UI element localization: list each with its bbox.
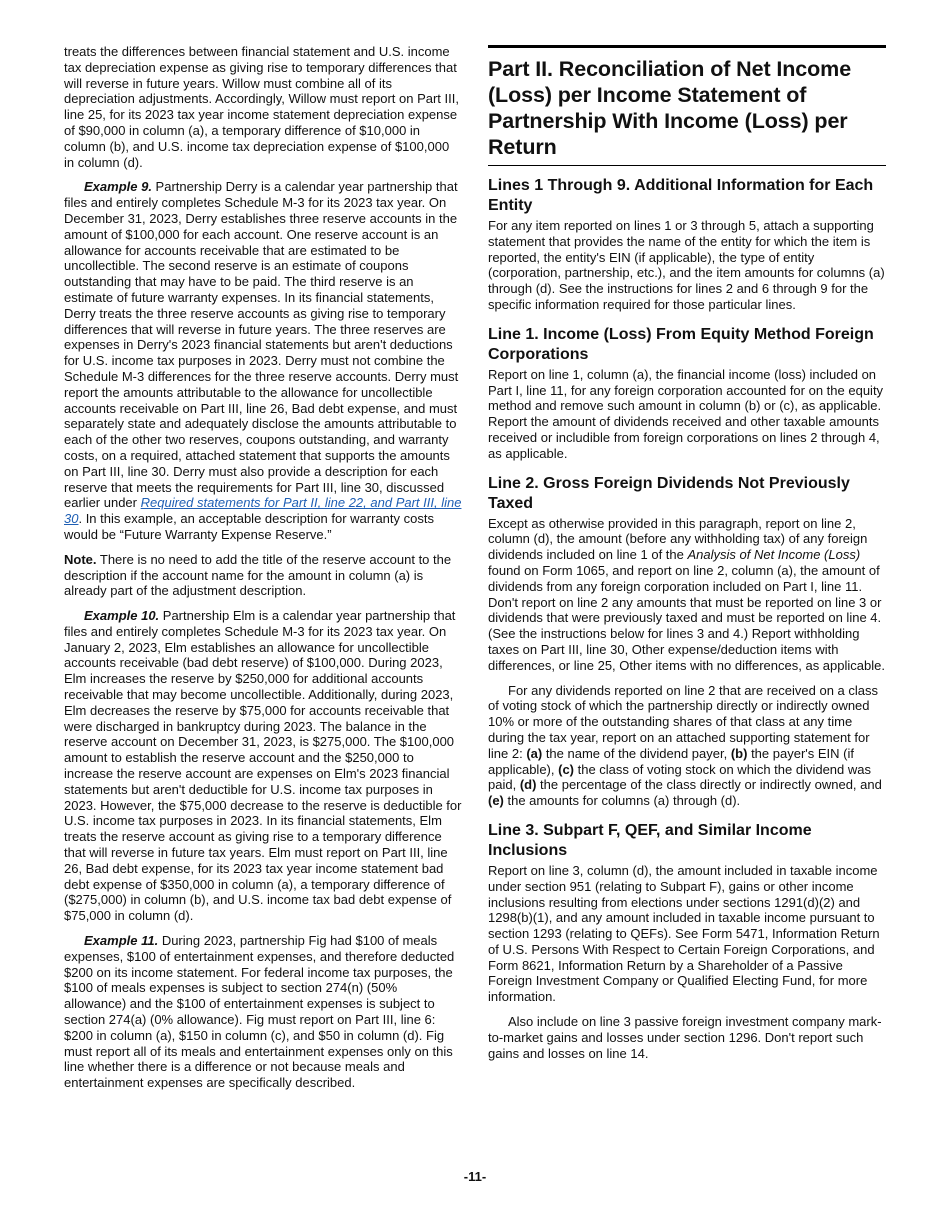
text-run: the class of voting stock on which the dividend was paid, — [488, 761, 871, 793]
text-run: . In this example, an acceptable description for warranty costs would be “Future Warranty Expense Reserve.” — [64, 511, 434, 542]
line-1-paragraph — [488, 367, 886, 462]
run-label: (e) — [488, 793, 504, 809]
text-run: Also include on line 3 passive foreign investment company mark-to-market gains and losses under section 1296. Don't report such gains and losses on line 14. — [488, 1014, 882, 1061]
line-2-paragraph-1 — [488, 516, 886, 674]
line-3-heading: Line 3. Subpart F, QEF, and Similar Income Inclusions — [488, 821, 812, 859]
run-label: (c) — [558, 761, 574, 777]
text-run: For any item reported on lines 1 or 3 through 5, attach a supporting statement that provides the name of the entity for which the item is reported, the entity's EIN (if applicable), the type of entity (corporation, partnership, etc.), and the item amounts for columns (a) through (d). See the instructions for lines 2 and 6 through 9 for the specific information required for those particular lines. — [488, 218, 885, 312]
required-statements-link[interactable]: Required statements for Part II, line 22, and Part III, line 30 — [64, 495, 462, 527]
text-run: the amounts for columns (a) through (d). — [503, 793, 741, 809]
text-run: the name of the dividend payer, — [542, 745, 731, 761]
text-run: Report on line 1, column (a), the financial income (loss) included on Part I, line 11, for any foreign corporation accounted for on the equity method and remove such amount in column (b) or (c), as applicable. Report the amount of dividends received and other taxable amounts received or includible from foreign corporations on lines 2 through 4, as applicable. — [488, 366, 884, 461]
text-run: For any dividends reported on line 2 that are received on a class of voting stock of which the partnership directly or indirectly owned 10% or more of the outstanding shares of that class at any time during the tax year, report on an attached supporting statement for line 2: — [488, 682, 878, 761]
run-label: Example 10. — [84, 608, 160, 624]
note — [64, 552, 462, 599]
text-run: During 2023, partnership Fig had $100 of meals expenses, $100 of entertainment expenses, and therefore deducted $200 on its income statement. For federal income tax purposes, the $100 of meals expenses is subject to section 274(n) (50% allowance) and the $100 of entertainment expenses is subject to section 274(a) (0% allowance). Fig must report on Part III, line 6: $200 in column (a), $150 in column (c), and $50 in column (d). Fig must report all of its meals and entertainment expenses only on this line whether there is a difference or not because meals and entertainment expenses are specifically described. — [64, 933, 455, 1091]
run-label: (b) — [730, 745, 748, 761]
lines-1-9-paragraph — [488, 218, 886, 313]
page-number: -11- — [463, 1169, 487, 1184]
run-label: Example 11. — [84, 933, 159, 949]
text-run: There is no need to add the title of the reserve account to the description if the account name for the amount in column (a) is already part of the adjustment description. — [64, 551, 452, 599]
text-run: Report on line 3, column (d), the amount included in taxable income under section 951 (relating to Subpart F), gains or other income inclusions resulting from elections under sections 1291(d)(2) and 1298(b)(1), and any amount included in taxable income pursuant to section 1293 (relating to QEFs). See Form 5471, Information Return of U.S. Persons With Respect to Certain Foreign Corporations, and Form 8621, Information Return by a Shareholder of a Passive Foreign Investment Company or Qualified Electing Fund, for more information. — [488, 862, 880, 1005]
run-label: (d) — [519, 777, 537, 793]
paragraph-willow-continued — [64, 44, 462, 170]
line-1-heading: Line 1. Income (Loss) From Equity Method Foreign Corporations — [488, 325, 874, 363]
example-9 — [64, 179, 462, 542]
lines-1-9-heading: Lines 1 Through 9. Additional Information for Each Entity — [488, 177, 874, 214]
example-11 — [64, 933, 462, 1091]
text-run: Analysis of Net Income (Loss) — [687, 547, 861, 563]
left-column — [64, 44, 462, 1100]
heading-divider — [488, 165, 886, 166]
line-2-heading: Line 2. Gross Foreign Dividends Not Previously Taxed — [488, 474, 850, 512]
part-ii-heading: Part II. Reconciliation of Net Income (Loss) per Income Statement of Partnership With Income (Loss) per Return — [488, 57, 852, 159]
run-label: Example 9. — [84, 179, 152, 195]
text-run: the payer's EIN (if applicable), — [488, 745, 854, 777]
right-column — [488, 44, 886, 1070]
line-2-paragraph-2 — [488, 683, 886, 809]
text-run: Partnership Elm is a calendar year partnership that files and entirely completes Schedule M-3 for its 2023 tax year. On January 2, 2023, Elm establishes an allowance for uncollectible accounts receivable (bad debt reserve) of $100,000. During 2023, Elm increases the reserve by $250,000 for additional accounts receivable that may become uncollectible. Additionally, during 2023, Elm decreases the reserve by $75,000 for accounts receivable that were discharged in bankruptcy during 2023. The balance in the reserve account on December 31, 2023, is $275,000. The $100,000 amount to establish the reserve account and the $250,000 to increase the reserve account are expenses on Elm's 2023 financial statements but aren't deductible for U.S. income tax purposes in 2023. However, the $75,000 decrease to the reserve is deductible for U.S. income tax purposes in 2023. In its financial statements, Elm treats the reserve account as giving rise to a temporary difference that will reverse in future tax years. Elm must report on Part III, line 26, Bad debt expense, for its 2023 tax year income statement bad debt expense of $350,000 in column (a), a temporary difference of ($275,000) in column (b), and U.S. income tax bad debt expense of $75,000 in column (d). — [64, 608, 462, 924]
text-run: found on Form 1065, and report on line 2, column (a), the amount of dividends from any foreign corporation included on Part I, line 11. Don't report on line 2 any amounts that must be reported on line 3 or dividends that were previously taxed and must be reported on line 4. (See the instructions below for lines 3 and 4.) Report withholding taxes on Part III, line 30, Other expense/deduction items with differences, or line 25, Other items with no differences, as applicable. — [488, 562, 885, 673]
line-3-paragraph-2 — [488, 1014, 886, 1061]
text-run: Except as otherwise provided in this paragraph, report on line 2, column (d), the amount (before any withholding tax) of any foreign dividends included on line 1 of the — [488, 515, 868, 563]
text-run: Partnership Derry is a calendar year partnership that files and entirely completes Schedule M-3 for its 2023 tax year. On December 31, 2023, Derry establishes three reserve accounts in the amount of $100,000 for each account. One reserve account is an allowance for accounts receivable that are estimated to be uncollectible. The second reserve is an estimate of coupons outstanding that may have to be paid. The third reserve is an estimate of future warranty expenses. In its financial statements, Derry treats the three reserve accounts as giving rise to temporary differences that will reverse in future years. The three reserves are expenses in Derry's 2023 financial statements but aren't deductions for U.S. income tax purposes in 2023. Derry must not combine the Schedule M-3 differences for the three reserve accounts. Derry must report the amounts attributable to the allowance for uncollectible accounts receivable on Part III, line 26, Bad debt expense, and must separately state and adequately disclose the amounts attributable to each of the other two reserves, coupons outstanding, and warranty costs, on a required, attached statement that supports the amounts on Part III, line 30. Derry must also provide a description for each reserve that meets the requirements for Part III, line 30, discussed earlier under — [64, 179, 459, 511]
run-label: Note. — [64, 551, 97, 567]
line-3-paragraph-1 — [488, 863, 886, 1005]
example-10 — [64, 608, 462, 924]
text-run: treats the differences between financial statement and U.S. income tax depreciation expense as giving rise to temporary differences that will reverse in future years. Willow must combine all of its depreciation adjustments. Accordingly, Willow must report on Part III, line 25, for its 2023 tax year income statement depreciation expense of $90,000 in column (a), a temporary difference of $10,000 in column (b), and U.S. income tax depreciation expense of $100,000 in column (d). — [64, 44, 459, 170]
run-label: (a) — [526, 745, 543, 761]
section-top-rule — [488, 45, 886, 48]
text-run: the percentage of the class directly or indirectly owned, and — [536, 777, 882, 793]
